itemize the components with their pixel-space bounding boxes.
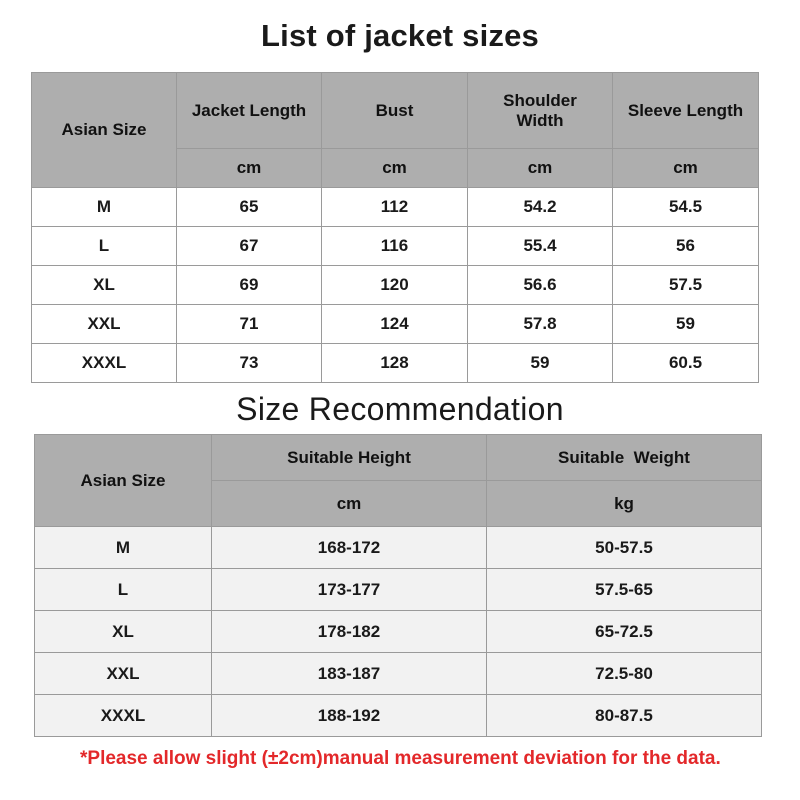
recommendation-title: Size Recommendation: [236, 391, 564, 427]
size-cell: M: [32, 188, 177, 227]
shoulder-width-label: Shoulder Width: [503, 90, 577, 130]
weight-cell: 72.5-80: [487, 653, 762, 695]
size-cell: XL: [35, 611, 212, 653]
size-table-title: List of jacket sizes: [261, 18, 539, 53]
column-header-weight: Suitable Weight: [487, 435, 762, 481]
size-cell: L: [32, 227, 177, 266]
column-header-shoulder-width: [468, 73, 613, 149]
table-row: [32, 305, 759, 344]
table-row: [32, 227, 759, 266]
column-header-sleeve-length: Sleeve Length: [613, 73, 759, 149]
height-cell: 173-177: [212, 569, 487, 611]
value-cell: 56.6: [468, 266, 613, 305]
height-cell: 168-172: [212, 527, 487, 569]
size-cell: XXXL: [35, 695, 212, 737]
value-cell: 69: [177, 266, 322, 305]
unit-cell: kg: [487, 481, 762, 527]
size-table: [31, 72, 759, 383]
value-cell: 112: [322, 188, 468, 227]
value-cell: 124: [322, 305, 468, 344]
size-cell: XXL: [35, 653, 212, 695]
table-row: [35, 695, 762, 737]
table-row: [35, 527, 762, 569]
unit-cell: cm: [322, 149, 468, 188]
unit-cell: cm: [613, 149, 759, 188]
table-row: [35, 569, 762, 611]
column-header-jacket-length: Jacket Length: [177, 73, 322, 149]
size-cell: XL: [32, 266, 177, 305]
value-cell: 67: [177, 227, 322, 266]
size-cell: XXL: [32, 305, 177, 344]
size-header-cell: Asian Size: [35, 435, 212, 527]
size-cell: XXXL: [32, 344, 177, 383]
value-cell: 57.8: [468, 305, 613, 344]
column-header-height: Suitable Height: [212, 435, 487, 481]
unit-cell: cm: [468, 149, 613, 188]
value-cell: 54.2: [468, 188, 613, 227]
height-cell: 183-187: [212, 653, 487, 695]
height-cell: 178-182: [212, 611, 487, 653]
value-cell: 59: [613, 305, 759, 344]
table-row: [32, 266, 759, 305]
value-cell: 59: [468, 344, 613, 383]
value-cell: 55.4: [468, 227, 613, 266]
unit-cell: cm: [212, 481, 487, 527]
recommendation-header-row: [35, 435, 762, 481]
value-cell: 116: [322, 227, 468, 266]
value-cell: 60.5: [613, 344, 759, 383]
weight-cell: 50-57.5: [487, 527, 762, 569]
weight-cell: 80-87.5: [487, 695, 762, 737]
value-cell: 65: [177, 188, 322, 227]
weight-cell: 65-72.5: [487, 611, 762, 653]
value-cell: 56: [613, 227, 759, 266]
size-cell: M: [35, 527, 212, 569]
value-cell: 71: [177, 305, 322, 344]
value-cell: 57.5: [613, 266, 759, 305]
table-row: [35, 611, 762, 653]
size-header-cell: Asian Size: [32, 73, 177, 188]
size-table-header-row: [32, 73, 759, 149]
value-cell: 54.5: [613, 188, 759, 227]
table-row: [32, 188, 759, 227]
value-cell: 120: [322, 266, 468, 305]
measurement-note: *Please allow slight (±2cm)manual measurement deviation for the data.: [80, 748, 721, 769]
size-cell: L: [35, 569, 212, 611]
column-header-bust: Bust: [322, 73, 468, 149]
table-row: [35, 653, 762, 695]
recommendation-table: [34, 434, 762, 737]
weight-cell: 57.5-65: [487, 569, 762, 611]
value-cell: 128: [322, 344, 468, 383]
height-cell: 188-192: [212, 695, 487, 737]
value-cell: 73: [177, 344, 322, 383]
table-row: [32, 344, 759, 383]
unit-cell: cm: [177, 149, 322, 188]
